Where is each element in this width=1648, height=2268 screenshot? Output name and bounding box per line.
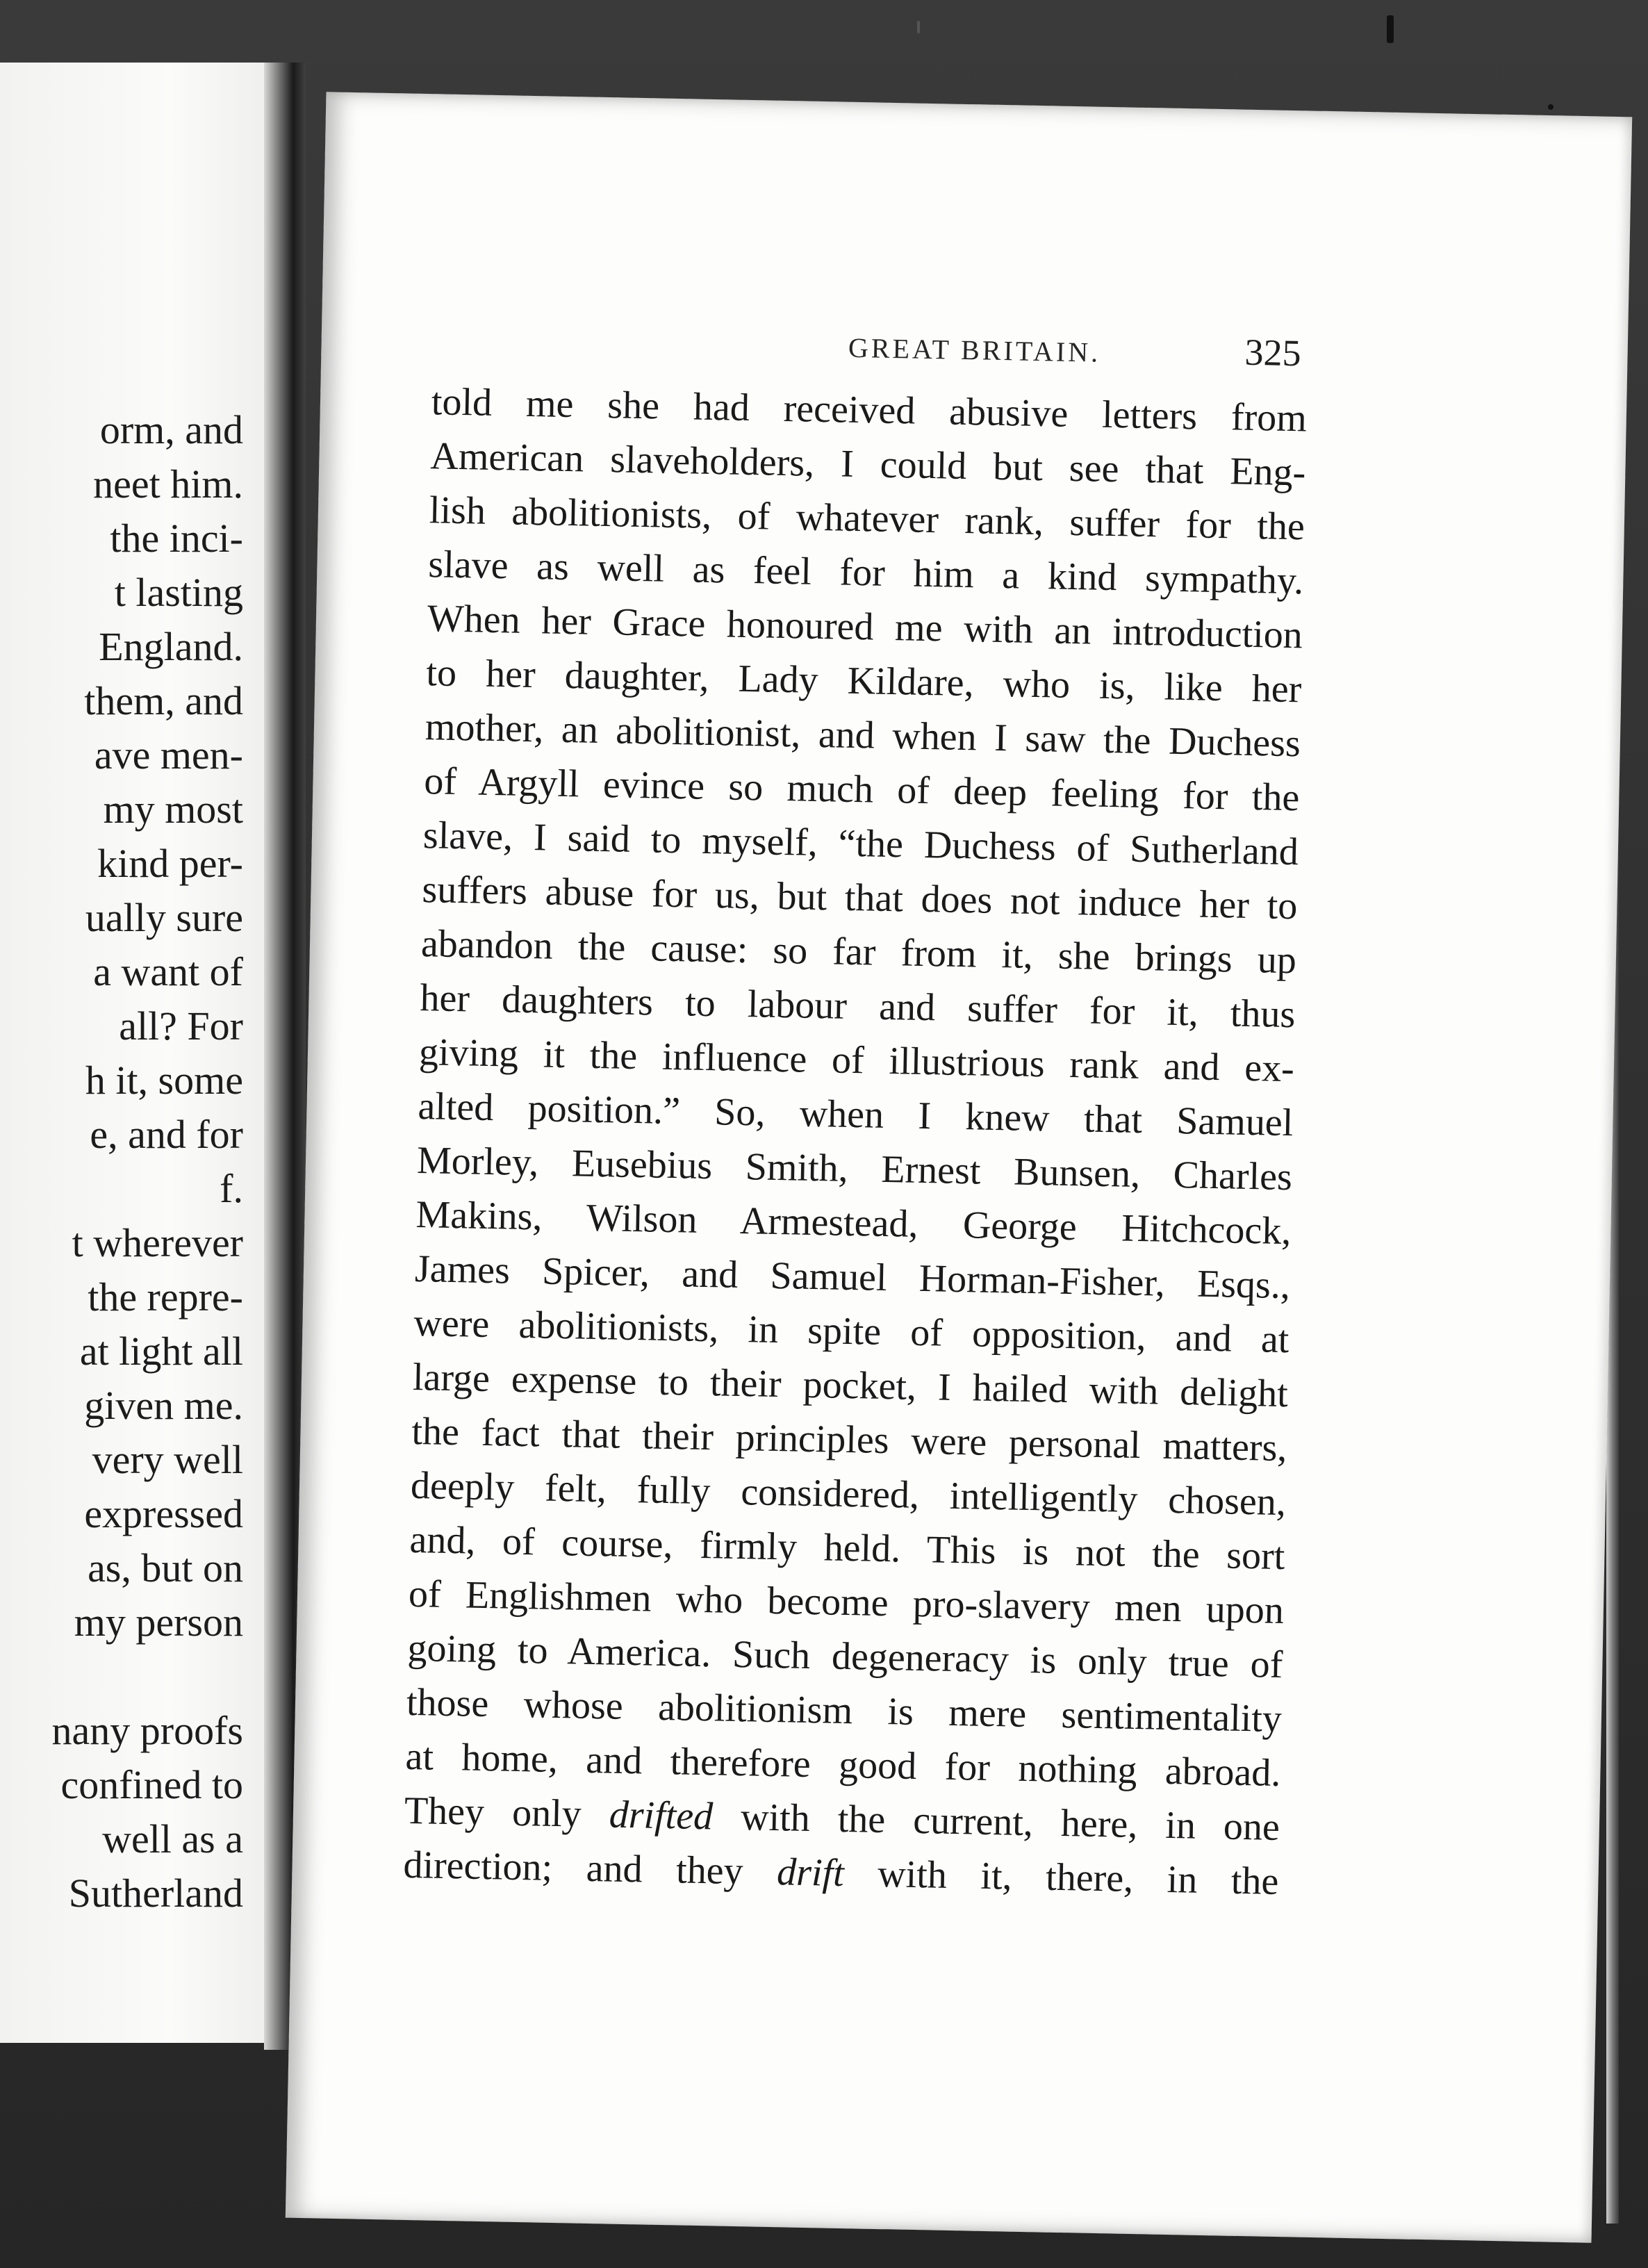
text-line: slave as well as feel for him a kind sympathy.: [427, 543, 1304, 603]
text-line: When her Grace honoured me with an introduction: [427, 597, 1303, 657]
text-line: abandon the cause: so far from it, she brings up: [420, 922, 1297, 983]
dust-speck: [917, 21, 920, 33]
text-line: James Spicer, and Samuel Horman-Fisher, Esqs.,: [414, 1247, 1291, 1308]
text-line: mother, an abolitionist, and when I saw the Duchess: [425, 705, 1301, 766]
text-line: Makins, Wilson Armestead, George Hitchcock,: [415, 1193, 1292, 1254]
text-line: slave, I said to myself, “the Duchess of Sutherland: [422, 814, 1299, 874]
text-line: of Argyll evince so much of deep feeling for the: [423, 759, 1300, 820]
facing-page-line: my person: [74, 1600, 243, 1645]
text-line: giving it the influence of illustrious rank and ex-: [418, 1030, 1295, 1091]
facing-page-line: e, and for: [90, 1112, 243, 1157]
text-line: alted position.” So, when I knew that Samuel: [417, 1085, 1294, 1145]
text-line: going to America. Such degeneracy is only true of: [406, 1626, 1283, 1687]
text-line: suffers abuse for us, but that does not induce her to: [421, 868, 1298, 928]
text-line: and, of course, firmly held. This is not the sort: [409, 1518, 1285, 1579]
facing-page-line: very well: [92, 1437, 243, 1482]
facing-page-line: ave men-: [94, 732, 243, 778]
facing-page-line: well as a: [102, 1816, 243, 1862]
text-line: American slaveholders, I could but see that Eng-: [429, 434, 1306, 495]
facing-page-line: all? For: [119, 1003, 243, 1049]
facing-page-line: ually sure: [85, 895, 243, 940]
facing-page-line: nany proofs: [51, 1708, 243, 1753]
facing-page-line: confined to: [60, 1762, 243, 1807]
text-line: her daughters to labour and suffer for it, thus: [419, 976, 1296, 1037]
running-head: GREAT BRITAIN.: [848, 331, 1101, 368]
text-line: were abolitionists, in spite of opposition, and at: [413, 1301, 1289, 1362]
facing-page-line: given me.: [84, 1383, 243, 1428]
facing-page-left: [0, 63, 285, 2043]
facing-page-line: as, but on: [88, 1545, 243, 1591]
text-line: told me she had received abusive letters from: [431, 380, 1308, 441]
text-line: to her daughter, Lady Kildare, who is, like her: [425, 651, 1302, 712]
facing-page-line: a want of: [93, 949, 243, 994]
facing-page-line: the inci-: [110, 516, 243, 561]
facing-page-line: h it, some: [85, 1058, 243, 1103]
text-line: large expense to their pocket, I hailed with delight: [412, 1355, 1289, 1416]
facing-page-line: the repre-: [88, 1274, 243, 1320]
main-page: [286, 92, 1632, 2243]
text-line: direction; and they drift with it, there, in the: [402, 1843, 1279, 1904]
text-line: They only drifted with the current, here, in one: [404, 1789, 1280, 1850]
facing-page-line: orm, and: [99, 407, 243, 452]
text-line: of Englishmen who become pro-slavery men upon: [408, 1572, 1285, 1633]
text-line: the fact that their principles were personal matters,: [411, 1409, 1287, 1470]
facing-page-line: them, and: [84, 678, 243, 723]
facing-page-line: t wherever: [72, 1220, 243, 1265]
facing-page-line: kind per-: [97, 841, 243, 886]
facing-page-line: Sutherland: [68, 1871, 243, 1916]
text-line: those whose abolitionism is mere sentimentality: [406, 1680, 1283, 1741]
text-line: deeply felt, fully considered, intelligently chosen,: [410, 1463, 1287, 1525]
facing-page-line: f.: [220, 1166, 243, 1211]
text-line: Morley, Eusebius Smith, Ernest Bunsen, Charles: [416, 1139, 1293, 1199]
dust-speck: [1548, 104, 1554, 110]
page-number: 325: [1244, 331, 1302, 375]
text-line: at home, and therefore good for nothing abroad.: [404, 1734, 1281, 1796]
dust-speck: [1387, 15, 1394, 43]
body-text: [403, 375, 1308, 1909]
facing-page-line: expressed: [84, 1491, 243, 1536]
facing-page-line: at light all: [79, 1329, 243, 1374]
text-line: lish abolitionists, of whatever rank, suffer for the: [429, 488, 1305, 549]
facing-page-line: my most: [103, 787, 243, 832]
facing-page-line: neet him.: [93, 461, 243, 507]
facing-page-line: t lasting: [114, 570, 243, 615]
facing-page-line: England.: [99, 624, 243, 669]
